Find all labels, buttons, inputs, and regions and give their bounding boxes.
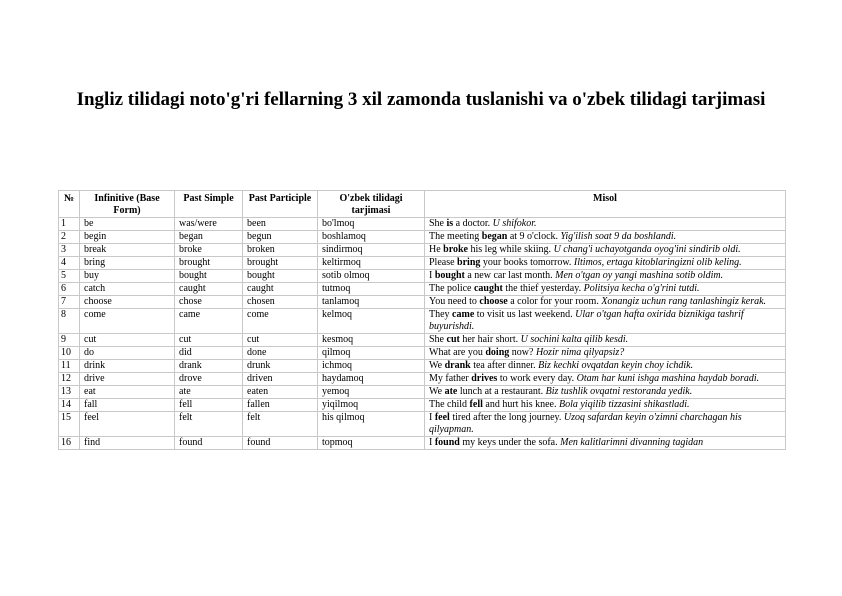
past-participle-cell: fallen xyxy=(243,399,318,412)
example-text: my keys under the sofa. xyxy=(459,437,561,448)
past-simple-cell: drank xyxy=(175,360,243,373)
past-simple-cell: found xyxy=(175,437,243,450)
past-simple-cell: drove xyxy=(175,373,243,386)
row-number: 3 xyxy=(59,244,80,257)
example-uzbek: U chang'i uchayotganda oyog'ini sindirib oldi. xyxy=(553,244,741,255)
past-simple-cell: broke xyxy=(175,244,243,257)
header-past-simple: Past Simple xyxy=(175,191,243,218)
example-verb: cut xyxy=(446,334,460,345)
table-row xyxy=(59,244,786,257)
example-cell xyxy=(425,386,786,399)
table-row xyxy=(59,360,786,373)
table-row xyxy=(59,296,786,309)
example-text: your books tomorrow. xyxy=(480,257,574,268)
past-participle-cell: been xyxy=(243,218,318,231)
example-uzbek: Iltimos, ertaga kitoblaringizni olib keling. xyxy=(573,257,742,268)
uzbek-cell: kesmoq xyxy=(318,334,425,347)
past-participle-cell: driven xyxy=(243,373,318,386)
example-cell xyxy=(425,437,786,450)
example-verb: is xyxy=(446,218,454,229)
example-uzbek: Uzoq safardan keyin o'zimni charchagan his qilyapman. xyxy=(429,412,742,435)
table-row xyxy=(59,231,786,244)
past-simple-cell: was/were xyxy=(175,218,243,231)
example-text: tired after the long journey. xyxy=(449,412,564,423)
example-text: now? xyxy=(509,347,536,358)
header-number: № xyxy=(59,191,80,218)
table-row xyxy=(59,386,786,399)
past-simple-cell: chose xyxy=(175,296,243,309)
example-uzbek: Ular o'tgan hafta oxirida biznikiga tashrif buyurishdi. xyxy=(429,309,744,332)
example-cell xyxy=(425,296,786,309)
example-uzbek: Xonangiz uchun rang tanlashingiz kerak. xyxy=(601,296,767,307)
row-number: 6 xyxy=(59,283,80,296)
past-simple-cell: brought xyxy=(175,257,243,270)
example-verb: bring xyxy=(457,257,481,268)
example-cell xyxy=(425,399,786,412)
example-cell xyxy=(425,244,786,257)
header-infinitive: Infinitive (Base Form) xyxy=(80,191,175,218)
example-verb: caught xyxy=(473,283,503,294)
table-row xyxy=(59,270,786,283)
row-number: 7 xyxy=(59,296,80,309)
infinitive-cell: find xyxy=(80,437,175,450)
uzbek-cell: kelmoq xyxy=(318,309,425,334)
past-participle-cell: drunk xyxy=(243,360,318,373)
infinitive-cell: do xyxy=(80,347,175,360)
example-text: the thief yesterday. xyxy=(502,283,584,294)
past-simple-cell: cut xyxy=(175,334,243,347)
example-verb: fell xyxy=(469,399,483,410)
example-verb: bought xyxy=(434,270,465,281)
row-number: 2 xyxy=(59,231,80,244)
example-cell xyxy=(425,283,786,296)
example-text: He xyxy=(429,244,444,255)
uzbek-cell: sindirmoq xyxy=(318,244,425,257)
table-row xyxy=(59,283,786,296)
past-simple-cell: did xyxy=(175,347,243,360)
example-text: his leg while skiing. xyxy=(468,244,554,255)
example-text: a color for your room. xyxy=(507,296,602,307)
uzbek-cell: haydamoq xyxy=(318,373,425,386)
past-simple-cell: felt xyxy=(175,412,243,437)
example-uzbek: Men o'tgan oy yangi mashina sotib oldim. xyxy=(555,270,724,281)
example-text: and hurt his knee. xyxy=(482,399,559,410)
table-row xyxy=(59,334,786,347)
example-cell xyxy=(425,347,786,360)
example-text: I xyxy=(429,270,435,281)
uzbek-cell: tanlamoq xyxy=(318,296,425,309)
infinitive-cell: come xyxy=(80,309,175,334)
table-row xyxy=(59,399,786,412)
row-number: 10 xyxy=(59,347,80,360)
uzbek-cell: sotib olmoq xyxy=(318,270,425,283)
example-verb: came xyxy=(452,309,475,320)
past-participle-cell: brought xyxy=(243,257,318,270)
past-simple-cell: bought xyxy=(175,270,243,283)
row-number: 4 xyxy=(59,257,80,270)
example-verb: drives xyxy=(471,373,498,384)
header-past-participle: Past Participle xyxy=(243,191,318,218)
example-text: You need to xyxy=(429,296,480,307)
past-participle-cell: found xyxy=(243,437,318,450)
past-participle-cell: chosen xyxy=(243,296,318,309)
past-simple-cell: began xyxy=(175,231,243,244)
example-text: a new car last month. xyxy=(464,270,556,281)
example-uzbek: Biz tushlik ovqatni restoranda yedik. xyxy=(545,386,693,397)
uzbek-cell: qilmoq xyxy=(318,347,425,360)
infinitive-cell: buy xyxy=(80,270,175,283)
infinitive-cell: be xyxy=(80,218,175,231)
table-row xyxy=(59,347,786,360)
past-participle-cell: bought xyxy=(243,270,318,283)
example-text: tea after dinner. xyxy=(470,360,539,371)
example-uzbek: Men kalitlarimni divanning tagidan xyxy=(560,437,704,448)
example-text: The child xyxy=(429,399,470,410)
example-text: The meeting xyxy=(429,231,482,242)
example-uzbek: Politsiya kecha o'g'rini tutdi. xyxy=(583,283,700,294)
infinitive-cell: fall xyxy=(80,399,175,412)
example-text: My father xyxy=(429,373,472,384)
row-number: 12 xyxy=(59,373,80,386)
example-cell xyxy=(425,334,786,347)
past-participle-cell: felt xyxy=(243,412,318,437)
page-title: Ingliz tilidagi noto'g'ri fellarning 3 xil zamonda tuslanishi va o'zbek tilidagi tarjimasi xyxy=(76,89,766,110)
irregular-verbs-table xyxy=(58,190,786,450)
example-text: We xyxy=(429,360,445,371)
row-number: 15 xyxy=(59,412,80,437)
example-cell xyxy=(425,309,786,334)
example-text: What are you xyxy=(429,347,486,358)
row-number: 1 xyxy=(59,218,80,231)
example-verb: ate xyxy=(444,386,458,397)
example-uzbek: Otam har kuni ishga mashina haydab boradi. xyxy=(576,373,760,384)
infinitive-cell: drink xyxy=(80,360,175,373)
example-uzbek: Biz kechki ovqatdan keyin choy ichdik. xyxy=(538,360,694,371)
row-number: 11 xyxy=(59,360,80,373)
example-cell xyxy=(425,270,786,283)
example-text: I xyxy=(429,437,435,448)
example-verb: doing xyxy=(485,347,510,358)
example-text: She xyxy=(429,334,447,345)
example-cell xyxy=(425,257,786,270)
infinitive-cell: cut xyxy=(80,334,175,347)
example-cell xyxy=(425,218,786,231)
table-row xyxy=(59,257,786,270)
header-uzbek-translation: O'zbek tilidagi tarjimasi xyxy=(318,191,425,218)
row-number: 9 xyxy=(59,334,80,347)
past-participle-cell: caught xyxy=(243,283,318,296)
row-number: 8 xyxy=(59,309,80,334)
example-cell xyxy=(425,373,786,386)
example-text: lunch at a restaurant. xyxy=(457,386,546,397)
example-cell xyxy=(425,360,786,373)
infinitive-cell: break xyxy=(80,244,175,257)
past-participle-cell: cut xyxy=(243,334,318,347)
past-participle-cell: begun xyxy=(243,231,318,244)
table-header-row xyxy=(59,191,786,218)
table-row xyxy=(59,412,786,437)
past-participle-cell: come xyxy=(243,309,318,334)
uzbek-cell: yemoq xyxy=(318,386,425,399)
uzbek-cell: ichmoq xyxy=(318,360,425,373)
infinitive-cell: drive xyxy=(80,373,175,386)
uzbek-cell: boshlamoq xyxy=(318,231,425,244)
infinitive-cell: begin xyxy=(80,231,175,244)
example-verb: began xyxy=(481,231,508,242)
past-simple-cell: fell xyxy=(175,399,243,412)
infinitive-cell: catch xyxy=(80,283,175,296)
row-number: 5 xyxy=(59,270,80,283)
example-uzbek: Yig'ilish soat 9 da boshlandi. xyxy=(560,231,677,242)
example-uzbek: U sochini kalta qilib kesdi. xyxy=(520,334,629,345)
example-text: at 9 o'clock. xyxy=(507,231,561,242)
example-cell xyxy=(425,412,786,437)
example-verb: broke xyxy=(443,244,468,255)
row-number: 14 xyxy=(59,399,80,412)
table-row xyxy=(59,437,786,450)
example-text: to visit us last weekend. xyxy=(474,309,576,320)
example-text: her hair short. xyxy=(459,334,521,345)
uzbek-cell: bo'lmoq xyxy=(318,218,425,231)
infinitive-cell: choose xyxy=(80,296,175,309)
past-participle-cell: eaten xyxy=(243,386,318,399)
past-simple-cell: caught xyxy=(175,283,243,296)
example-text: I xyxy=(429,412,435,423)
header-example: Misol xyxy=(425,191,786,218)
table-row xyxy=(59,309,786,334)
table-body xyxy=(59,218,786,450)
table-row xyxy=(59,218,786,231)
example-verb: choose xyxy=(479,296,508,307)
example-uzbek: U shifokor. xyxy=(492,218,537,229)
example-verb: found xyxy=(434,437,460,448)
example-text: a doctor. xyxy=(453,218,493,229)
infinitive-cell: feel xyxy=(80,412,175,437)
infinitive-cell: bring xyxy=(80,257,175,270)
example-verb: drank xyxy=(444,360,471,371)
example-uzbek: Hozir nima qilyapsiz? xyxy=(535,347,625,358)
example-text: We xyxy=(429,386,445,397)
example-text: to work every day. xyxy=(497,373,577,384)
uzbek-cell: yiqilmoq xyxy=(318,399,425,412)
infinitive-cell: eat xyxy=(80,386,175,399)
uzbek-cell: his qilmoq xyxy=(318,412,425,437)
table-row xyxy=(59,373,786,386)
uzbek-cell: topmoq xyxy=(318,437,425,450)
example-text: They xyxy=(429,309,453,320)
uzbek-cell: tutmoq xyxy=(318,283,425,296)
example-text: Please xyxy=(429,257,458,268)
example-cell xyxy=(425,231,786,244)
past-simple-cell: came xyxy=(175,309,243,334)
example-text: She xyxy=(429,218,447,229)
example-uzbek: Bola yiqilib tizzasini shikastladi. xyxy=(558,399,690,410)
row-number: 16 xyxy=(59,437,80,450)
uzbek-cell: keltirmoq xyxy=(318,257,425,270)
past-simple-cell: ate xyxy=(175,386,243,399)
example-text: The police xyxy=(429,283,474,294)
row-number: 13 xyxy=(59,386,80,399)
past-participle-cell: done xyxy=(243,347,318,360)
past-participle-cell: broken xyxy=(243,244,318,257)
example-verb: feel xyxy=(434,412,450,423)
